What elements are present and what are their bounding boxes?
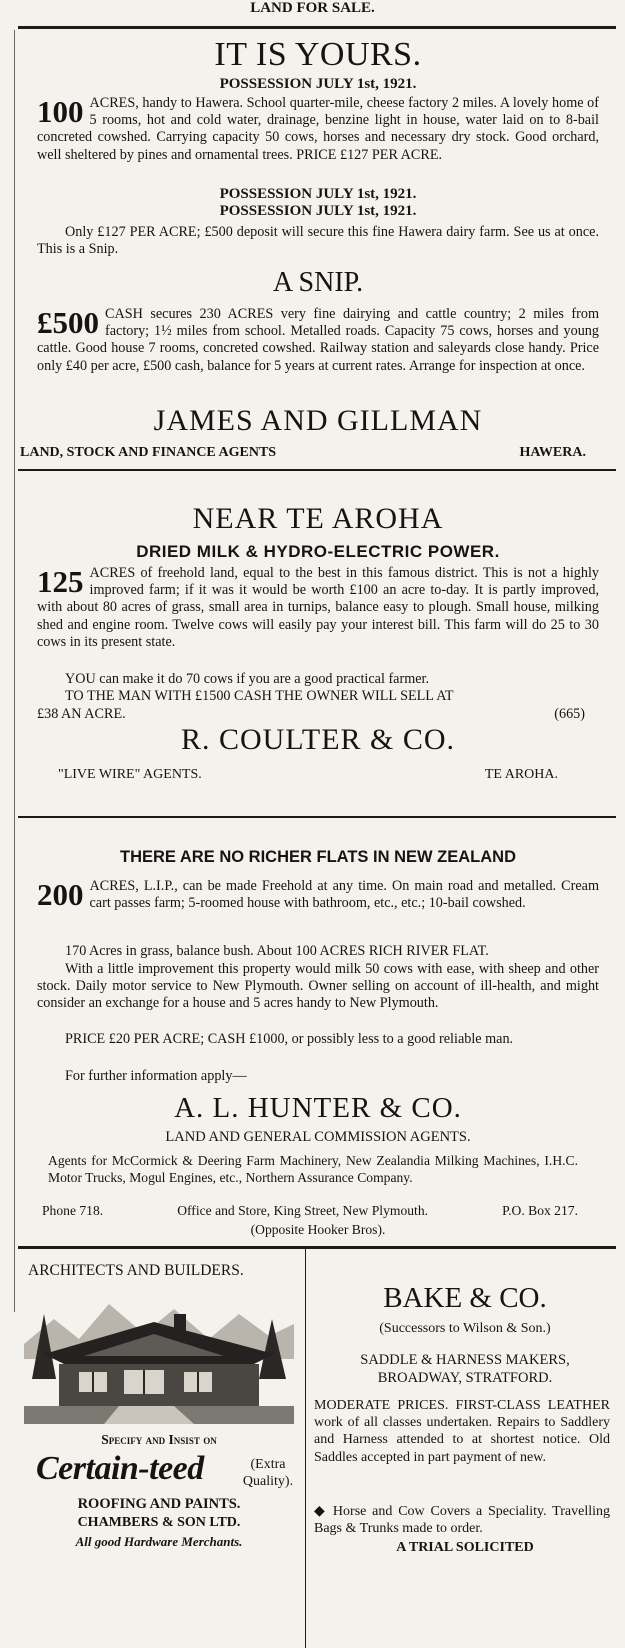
ad5-speciality-text: Horse and Cow Covers a Speciality. Travelling Bags & Trunks made to order. — [314, 1504, 610, 1537]
ad3-para4: PRICE £20 PER ACRE; CASH £1000, or possibly less to a good reliable man. — [65, 1031, 514, 1047]
ad3-po-box: P.O. Box 217. — [502, 1203, 578, 1218]
ad3-agent-desc: LAND AND GENERAL COMMISSION AGENTS. — [165, 1129, 471, 1145]
ad1-snip-number: £500 — [37, 305, 99, 340]
ad2-body — [37, 565, 599, 651]
ad3-agents-for: Agents for McCormick & Deering Farm Machinery, New Zealandia Milking Machines, I.H.C. Motor Trucks, Mogul Engines, etc., Northern Assurance Company. — [48, 1153, 578, 1185]
ad4-specify: Specify and Insist on — [101, 1432, 217, 1447]
ad1-body — [37, 95, 599, 164]
ad4-merchants: All good Hardware Merchants. — [75, 1534, 243, 1549]
ad1-agent-town: HAWERA. — [519, 445, 586, 460]
ad5-address: BROADWAY, STRATFORD. — [377, 1370, 553, 1386]
ad4-maker: CHAMBERS & SON LTD. — [77, 1515, 241, 1530]
ad3-acres-number: 200 — [37, 877, 84, 912]
ad2-line2: YOU can make it do 70 cows if you are a good practical farmer. — [65, 671, 430, 687]
ad3-phone: Phone 718. — [42, 1203, 104, 1218]
ad1-agent: JAMES AND GILLMAN — [153, 404, 483, 437]
ad3-para3: With a little improvement this property would milk 50 cows with ease, with sheep and other stock. Daily motor service to New Plymouth. Owner selling on account of ill-health, and might consider an exchange for a house and 5 acres handy to New Plymouth. — [37, 961, 599, 1012]
ad2-line3: TO THE MAN WITH £1500 CASH THE OWNER WILL SELL AT — [65, 688, 454, 704]
ad3-agent: A. L. HUNTER & CO. — [174, 1092, 462, 1124]
ad1-acres-number: 100 — [37, 94, 84, 129]
ad3-para2: 170 Acres in grass, balance bush. About 100 ACRES RICH RIVER FLAT. — [65, 943, 489, 959]
ad1-agent-desc: LAND, STOCK AND FINANCE AGENTS — [20, 445, 277, 460]
ad1-possession-2: POSSESSION JULY 1st, 1921. — [219, 186, 417, 202]
ad5-trial: A TRIAL SOLICITED — [396, 1540, 534, 1555]
ad2-bottom-rule — [18, 816, 616, 818]
ad2-price-row — [37, 706, 585, 723]
ad3-body-text: ACRES, L.I.P., can be made Freehold at any time. On main road and metalled. Cream cart passes farm; 5-roomed house with bathroom, etc., etc.; 10-bail cowshed. — [89, 878, 599, 912]
ad3-office: Office and Store, King Street, New Plymouth. — [177, 1203, 429, 1218]
ad5-body: MODERATE PRICES. FIRST-CLASS LEATHER work of all classes undertaken. Repairs to Saddlery and Harness attended to at shortest notice. Old Saddles accepted in part payment of new. — [314, 1398, 610, 1465]
ad1-closing: Only £127 PER ACRE; £500 deposit will secure this fine Hawera dairy farm. See us at once. This is a Snip. — [37, 224, 599, 258]
ad1-snip-title: A SNIP. — [272, 267, 364, 298]
header-rule — [18, 26, 616, 29]
ad1-possession-3: POSSESSION JULY 1st, 1921. — [219, 203, 417, 219]
left-border — [14, 30, 15, 1312]
ad5-speciality — [314, 1503, 610, 1537]
ad1-title: IT IS YOURS. — [214, 36, 422, 73]
ad4-extra: (Extra Quality). — [242, 1457, 294, 1489]
ad2-body-text: ACRES of freehold land, equal to the best in this famous district. This is not a highly improved farm; if it was it would be worth £100 an acre to-day. It is partly improved, with about 80 acres of grass, small area in turnips, balance easy to plough. Small house, milking shed and engine room. Twelve cows will easily pay your interest bill. This farm will do 25 to 30 cows in its present state. — [37, 565, 599, 650]
ad2-title: NEAR TE AROHA — [192, 502, 444, 535]
ad3-contact-row — [42, 1203, 578, 1219]
ad2-agent: R. COULTER & CO. — [180, 723, 456, 756]
ad5-title: BAKE & CO. — [383, 1282, 547, 1314]
page-header: LAND FOR SALE. — [250, 0, 375, 16]
ad3-para5: For further information apply— — [65, 1068, 247, 1084]
bungalow-illustration — [24, 1284, 294, 1424]
ad1-snip-body — [37, 306, 599, 375]
ad2-agent-town: TE AROHA. — [484, 767, 558, 782]
ad3-body — [37, 878, 599, 912]
ad2-subtitle: DRIED MILK & HYDRO-ELECTRIC POWER. — [136, 542, 500, 561]
ad2-agent-desc: "LIVE WIRE" AGENTS. — [58, 767, 202, 782]
ad1-agent-row — [20, 445, 586, 461]
column-divider — [305, 1249, 306, 1648]
ad4-brand: Certain-teed — [36, 1450, 204, 1487]
ad2-agent-row — [58, 767, 558, 783]
ad2-line4: £38 AN ACRE. — [37, 706, 126, 722]
ad1-body-text: ACRES, handy to Hawera. School quarter-mile, cheese factory 2 miles. A lovely home of 5 rooms, hot and cold water, drainage, benzine light in house, water laid on to 8-bail concreted cowshed. Carrying capacity 50 cows, horses and necessary dry stock. Good orchard, well sheltered by pines and ornamental trees. PRICE £127 PER ACRE. — [37, 95, 599, 163]
ad3-title: THERE ARE NO RICHER FLATS IN NEW ZEALAND — [120, 848, 516, 866]
ad1-bottom-rule — [18, 469, 616, 471]
ad5-trade: SADDLE & HARNESS MAKERS, — [360, 1352, 570, 1368]
ad2-acres-number: 125 — [37, 564, 84, 599]
ad4-heading: ARCHITECTS AND BUILDERS. — [28, 1262, 244, 1279]
ad1-possession-1: POSSESSION JULY 1st, 1921. — [219, 76, 417, 92]
bullet-icon: ◆ — [314, 1504, 333, 1519]
ad1-snip-text: CASH secures 230 ACRES very fine dairying and cattle country; 2 miles from factory; 1½ miles from school. Metalled roads. Capacity 75 cows, horses and young cattle. Good house 7 rooms, concreted cowshed. Railway station and saleyards close handy. Price only £40 per acre, £500 cash, balance for 5 years at current rates. Arrange for inspection at once. — [37, 306, 599, 374]
ad3-bottom-rule — [18, 1246, 616, 1249]
ad4-roofing: ROOFING AND PAINTS. — [77, 1496, 241, 1512]
ad2-ref: (665) — [554, 706, 585, 722]
ad5-successors: (Successors to Wilson & Son.) — [379, 1321, 551, 1336]
ad3-opposite: (Opposite Hooker Bros). — [250, 1222, 386, 1237]
